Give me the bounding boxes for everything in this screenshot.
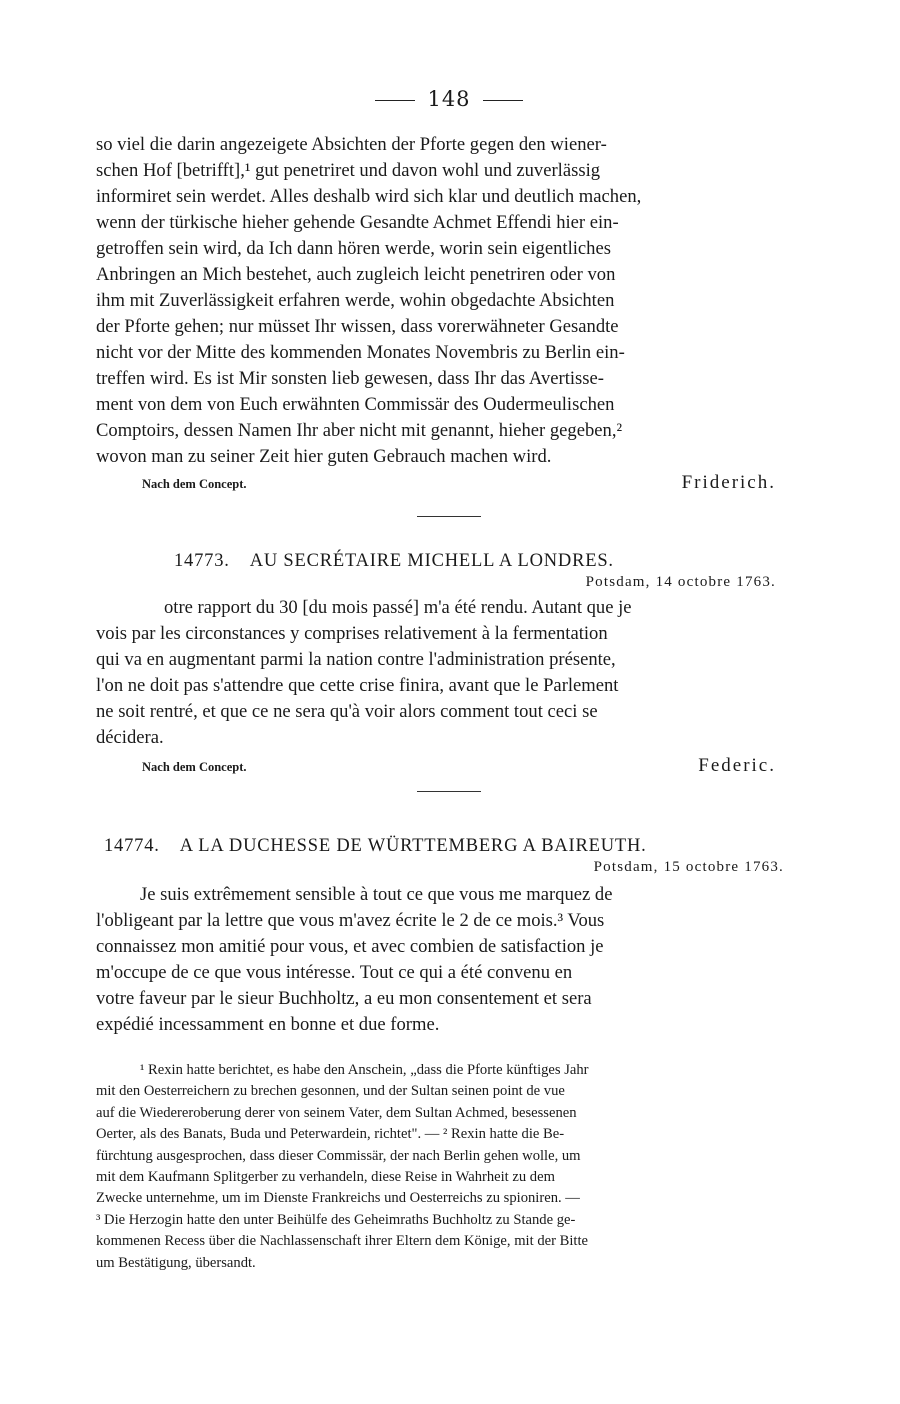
body-line: ne soit rentré, et que ce ne sera qu'à voir alors comment tout ceci se xyxy=(96,701,598,722)
letter-body xyxy=(96,882,802,1038)
body-line: Comptoirs, dessen Namen Ihr aber nicht mit genannt, hieher gegeben,² xyxy=(96,420,623,441)
signature: Friderich. xyxy=(681,472,776,493)
body-line: der Pforte gehen; nur müsset Ihr wissen, dass vorerwähneter Gesandte xyxy=(96,316,619,337)
body-line: qui va en augmentant parmi la nation contre l'administration présente, xyxy=(96,649,616,670)
closing-row xyxy=(96,755,802,777)
footnote-line: fürchtung ausgesprochen, dass dieser Commissär, der nach Berlin gehen wolle, um xyxy=(96,1147,581,1164)
body-line: wenn der türkische hieher gehende Gesandte Achmet Effendi hier ein- xyxy=(96,212,619,233)
letter-continuation xyxy=(96,132,802,494)
footnote-line: ³ Die Herzogin hatte den unter Beihülfe des Geheimraths Buchholtz zu Stande ge- xyxy=(96,1211,576,1228)
section-divider xyxy=(417,516,481,517)
letter-body xyxy=(96,595,802,751)
body-line: getroffen sein wird, da Ich dann hören werde, worin sein eigentliches xyxy=(96,238,611,259)
section-divider xyxy=(417,791,481,792)
letter-14774 xyxy=(96,836,802,1038)
letter-addressee: A LA DUCHESSE DE WÜRTTEMBERG A BAIREUTH. xyxy=(179,836,647,856)
place-date: Potsdam, 15 octobre 1763. xyxy=(593,859,784,875)
body-line: so viel die darin angezeigete Absichten der Pforte gegen den wiener- xyxy=(96,134,607,155)
footnotes-text xyxy=(96,1060,802,1274)
book-page xyxy=(96,84,802,1274)
body-line: m'occupe de ce que vous intéresse. Tout ce qui a été convenu en xyxy=(96,962,573,983)
body-line: l'on ne doit pas s'attendre que cette crise finira, avant que le Parlement xyxy=(96,675,619,696)
body-line: Anbringen an Mich bestehet, auch zugleich leicht penetriren oder von xyxy=(96,264,616,285)
body-line: informiret sein werdet. Alles deshalb wird sich klar und deutlich machen, xyxy=(96,186,642,207)
letter-number: 14774. xyxy=(104,836,160,856)
footnote-line: mit dem Kaufmann Splitgerber zu verhandeln, diese Reise in Wahrheit zu dem xyxy=(96,1169,555,1186)
body-line: Je suis extrêmement sensible à tout ce que vous me marquez de xyxy=(140,884,613,905)
source-note: Nach dem Concept. xyxy=(142,760,247,774)
footnote-line: auf die Wiedereroberung derer von seinem Vater, dem Sultan Achmed, besessenen xyxy=(96,1104,577,1121)
body-line: connaissez mon amitié pour vous, et avec combien de satisfaction je xyxy=(96,936,604,957)
body-line: nicht vor der Mitte des kommenden Monates Novembris zu Berlin ein- xyxy=(96,342,625,363)
place-date: Potsdam, 14 octobre 1763. xyxy=(585,574,776,590)
body-line: votre faveur par le sieur Buchholtz, a eu mon consentement et sera xyxy=(96,988,592,1009)
signature: Federic. xyxy=(698,755,776,776)
body-line: expédié incessamment en bonne et due forme. xyxy=(96,1014,440,1035)
body-line: schen Hof [betrifft],¹ gut penetriret und davon wohl und zuverlässig xyxy=(96,160,601,181)
source-note: Nach dem Concept. xyxy=(142,477,247,491)
body-line: ihm mit Zuverlässigkeit erfahren werde, wohin obgedachte Absichten xyxy=(96,290,615,311)
letter-heading xyxy=(96,551,802,572)
letter-heading xyxy=(96,836,802,857)
footnote-line: um Bestätigung, übersandt. xyxy=(96,1254,256,1271)
closing-row xyxy=(96,472,802,494)
body-line: ment von dem von Euch erwähnten Commissär des Oudermeulischen xyxy=(96,394,615,415)
page-number-left-dash xyxy=(375,100,415,101)
footnote-line: ¹ Rexin hatte berichtet, es habe den Anschein, „dass die Pforte künftiges Jahr xyxy=(140,1062,589,1078)
letter-number: 14773. xyxy=(174,551,230,571)
letter-addressee: AU SECRÉTAIRE MICHELL A LONDRES. xyxy=(249,551,614,571)
body-line: vois par les circonstances y comprises relativement à la fermentation xyxy=(96,623,608,644)
page-number xyxy=(96,84,802,114)
footnote-line: Oerter, als des Banats, Buda und Peterwardein, richtet". — ² Rexin hatte die Be- xyxy=(96,1126,565,1143)
page-number-value: 148 xyxy=(427,87,471,111)
body-line: otre rapport du 30 [du mois passé] m'a été rendu. Autant que je xyxy=(164,597,632,618)
footnote-line: kommenen Recess über die Nachlassenschaft ihrer Eltern dem Könige, mit der Bitte xyxy=(96,1233,588,1250)
body-line: l'obligeant par la lettre que vous m'avez écrite le 2 de ce mois.³ Vous xyxy=(96,910,605,931)
body-line: wovon man zu seiner Zeit hier guten Gebrauch machen wird. xyxy=(96,446,552,467)
page-number-right-dash xyxy=(483,100,523,101)
footnote-line: mit den Oesterreichern zu brechen gesonnen, und der Sultan seinen point de vue xyxy=(96,1083,565,1100)
footnote-line: Zwecke unternehme, um im Dienste Frankreichs und Oesterreichs zu spioniren. — xyxy=(96,1190,580,1207)
footnotes xyxy=(96,1060,802,1274)
letter-continuation-body xyxy=(96,132,802,470)
body-line: décidera. xyxy=(96,727,164,748)
body-line: treffen wird. Es ist Mir sonsten lieb gewesen, dass Ihr das Avertisse- xyxy=(96,368,604,389)
letter-14773 xyxy=(96,551,802,777)
